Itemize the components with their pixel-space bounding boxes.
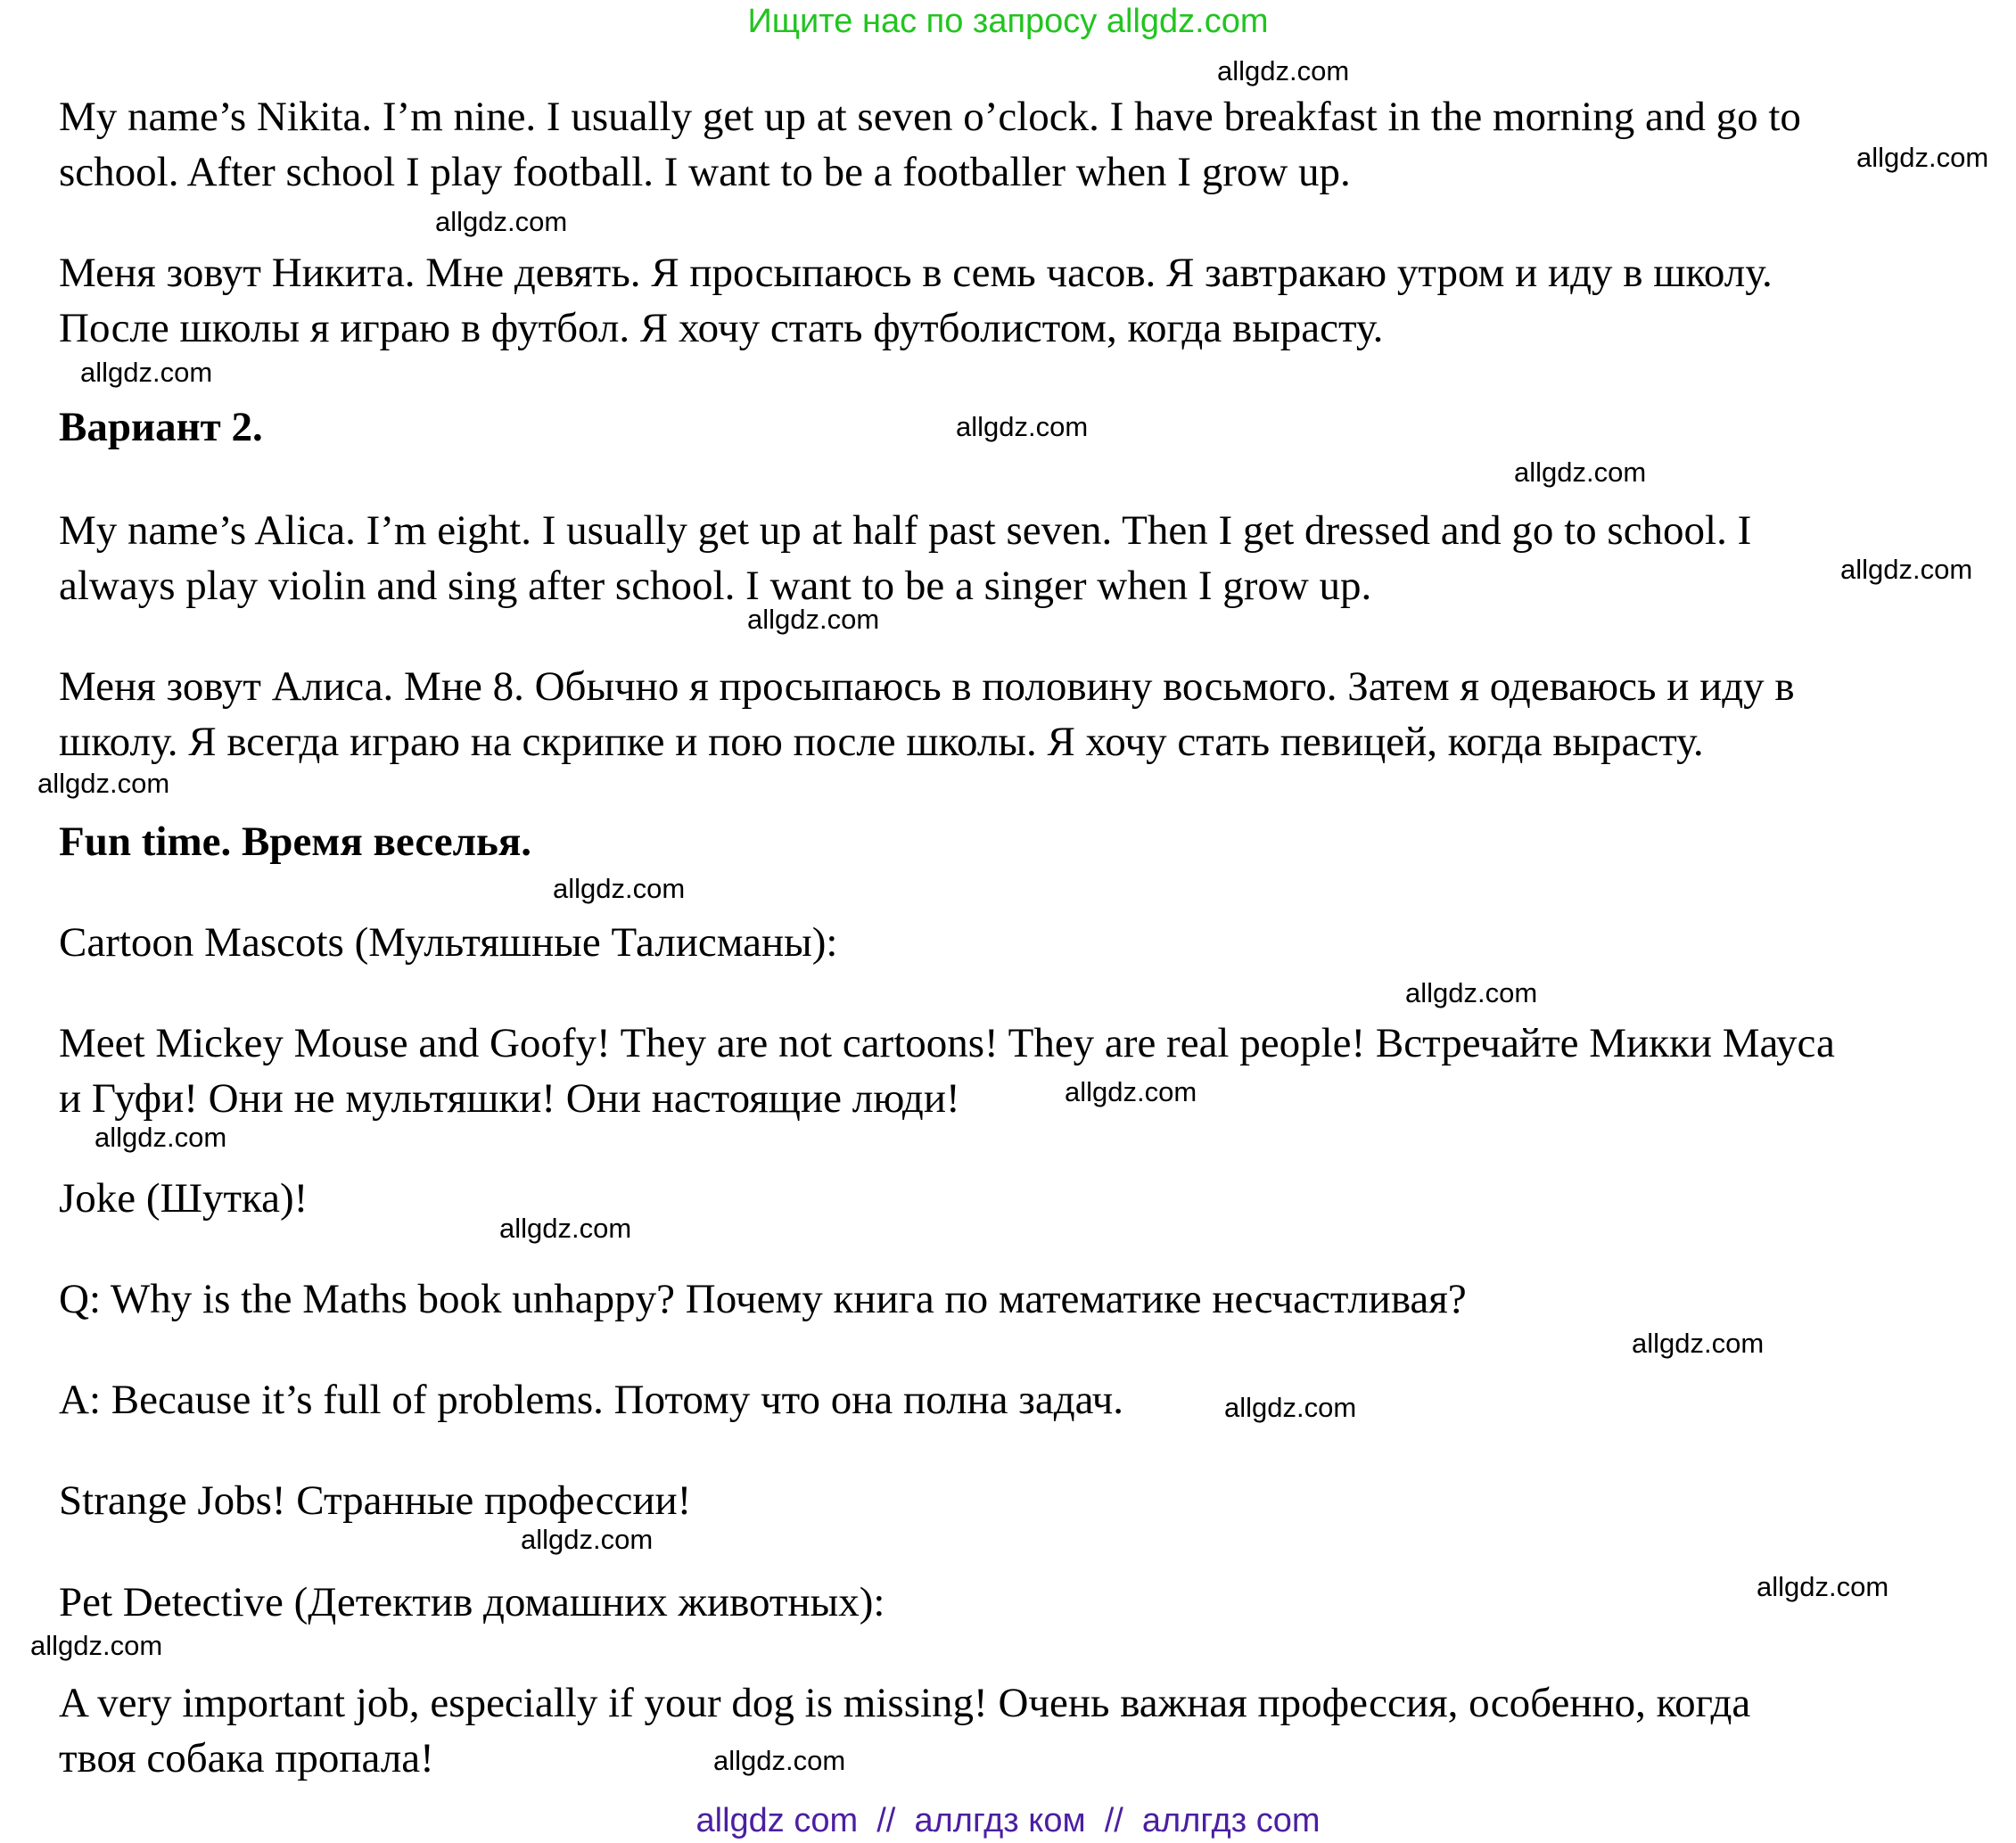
- text-line: My name’s Nikita. I’m nine. I usually get up at seven o’clock. I have breakfast in the morning and go to: [59, 94, 1801, 140]
- paragraph-alica-russian: [59, 659, 1976, 769]
- text-line: A very important job, especially if your dog is missing! Очень важная профессия, особенно, когда: [59, 1680, 1751, 1726]
- site-footer-links[interactable]: allgdz com // аллгдз ком // аллгдз com: [695, 1802, 1321, 1839]
- watermark: allgdz.com: [1065, 1076, 1197, 1107]
- paragraph-alica-english: [59, 503, 1976, 613]
- text-line: Меня зовут Алиса. Мне 8. Обычно я просыпаюсь в половину восьмого. Затем я одеваюсь и иду в: [59, 663, 1795, 710]
- watermark: allgdz.com: [499, 1213, 632, 1244]
- paragraph-important-job: [59, 1675, 1976, 1786]
- watermark: allgdz.com: [1405, 977, 1538, 1008]
- watermark: allgdz.com: [1856, 142, 1989, 173]
- text-line: school. After school I play football. I want to be a footballer when I grow up.: [59, 149, 1351, 195]
- watermark: allgdz.com: [95, 1122, 227, 1153]
- text-line: школу. Я всегда играю на скрипке и пою после школы. Я хочу стать певицей, когда вырасту.: [59, 719, 1704, 765]
- paragraph-nikita-russian: [59, 245, 1976, 356]
- paragraph-nikita-english: [59, 89, 1976, 200]
- text-line: Меня зовут Никита. Мне девять. Я просыпаюсь в семь часов. Я завтракаю утром и иду в школу.: [59, 250, 1773, 296]
- paragraph-joke-title: Joke (Шутка)!: [59, 1175, 309, 1222]
- text-line: always play violin and sing after school. I want to be a singer when I grow up.: [59, 563, 1372, 609]
- text-line: и Гуфи! Они не мультяшки! Они настоящие люди!: [59, 1075, 960, 1122]
- text-line: Meet Mickey Mouse and Goofy! They are not cartoons! They are real people! Встречайте Микки Мауса: [59, 1020, 1835, 1066]
- watermark: allgdz.com: [1840, 554, 1973, 585]
- watermark: allgdz.com: [1514, 457, 1647, 488]
- watermark: allgdz.com: [1757, 1571, 1889, 1602]
- watermark: allgdz.com: [1217, 55, 1350, 86]
- watermark: allgdz.com: [553, 873, 686, 904]
- watermark: allgdz.com: [713, 1745, 846, 1776]
- watermark: allgdz.com: [1224, 1392, 1357, 1423]
- watermark: allgdz.com: [521, 1524, 654, 1555]
- section-heading-fun-time: Fun time. Время веселья.: [59, 819, 532, 865]
- watermark: allgdz.com: [30, 1630, 163, 1661]
- watermark: allgdz.com: [37, 768, 170, 799]
- site-banner[interactable]: Ищите нас по запросу allgdz.com: [747, 3, 1269, 40]
- watermark: allgdz.com: [80, 357, 213, 388]
- paragraph-strange-jobs: Strange Jobs! Странные профессии!: [59, 1477, 692, 1524]
- text-line: твоя собака пропала!: [59, 1735, 434, 1781]
- paragraph-joke-answer: A: Because it’s full of problems. Потому что она полна задач.: [59, 1377, 1124, 1423]
- watermark: allgdz.com: [956, 411, 1089, 442]
- paragraph-cartoon-mascots: Cartoon Mascots (Мультяшные Талисманы):: [59, 919, 838, 966]
- paragraph-pet-detective: Pet Detective (Детектив домашних животных):: [59, 1579, 885, 1625]
- paragraph-joke-question: Q: Why is the Maths book unhappy? Почему книга по математике несчастливая?: [59, 1276, 1467, 1322]
- text-line: После школы я играю в футбол. Я хочу стать футболистом, когда вырасту.: [59, 305, 1384, 351]
- paragraph-mickey-goofy: [59, 1016, 1976, 1126]
- section-heading-variant-2: Вариант 2.: [59, 404, 263, 450]
- watermark: allgdz.com: [1632, 1328, 1765, 1359]
- watermark: allgdz.com: [435, 206, 568, 237]
- watermark: allgdz.com: [747, 604, 880, 635]
- text-line: My name’s Alica. I’m eight. I usually get up at half past seven. Then I get dressed and go to school. I: [59, 507, 1752, 554]
